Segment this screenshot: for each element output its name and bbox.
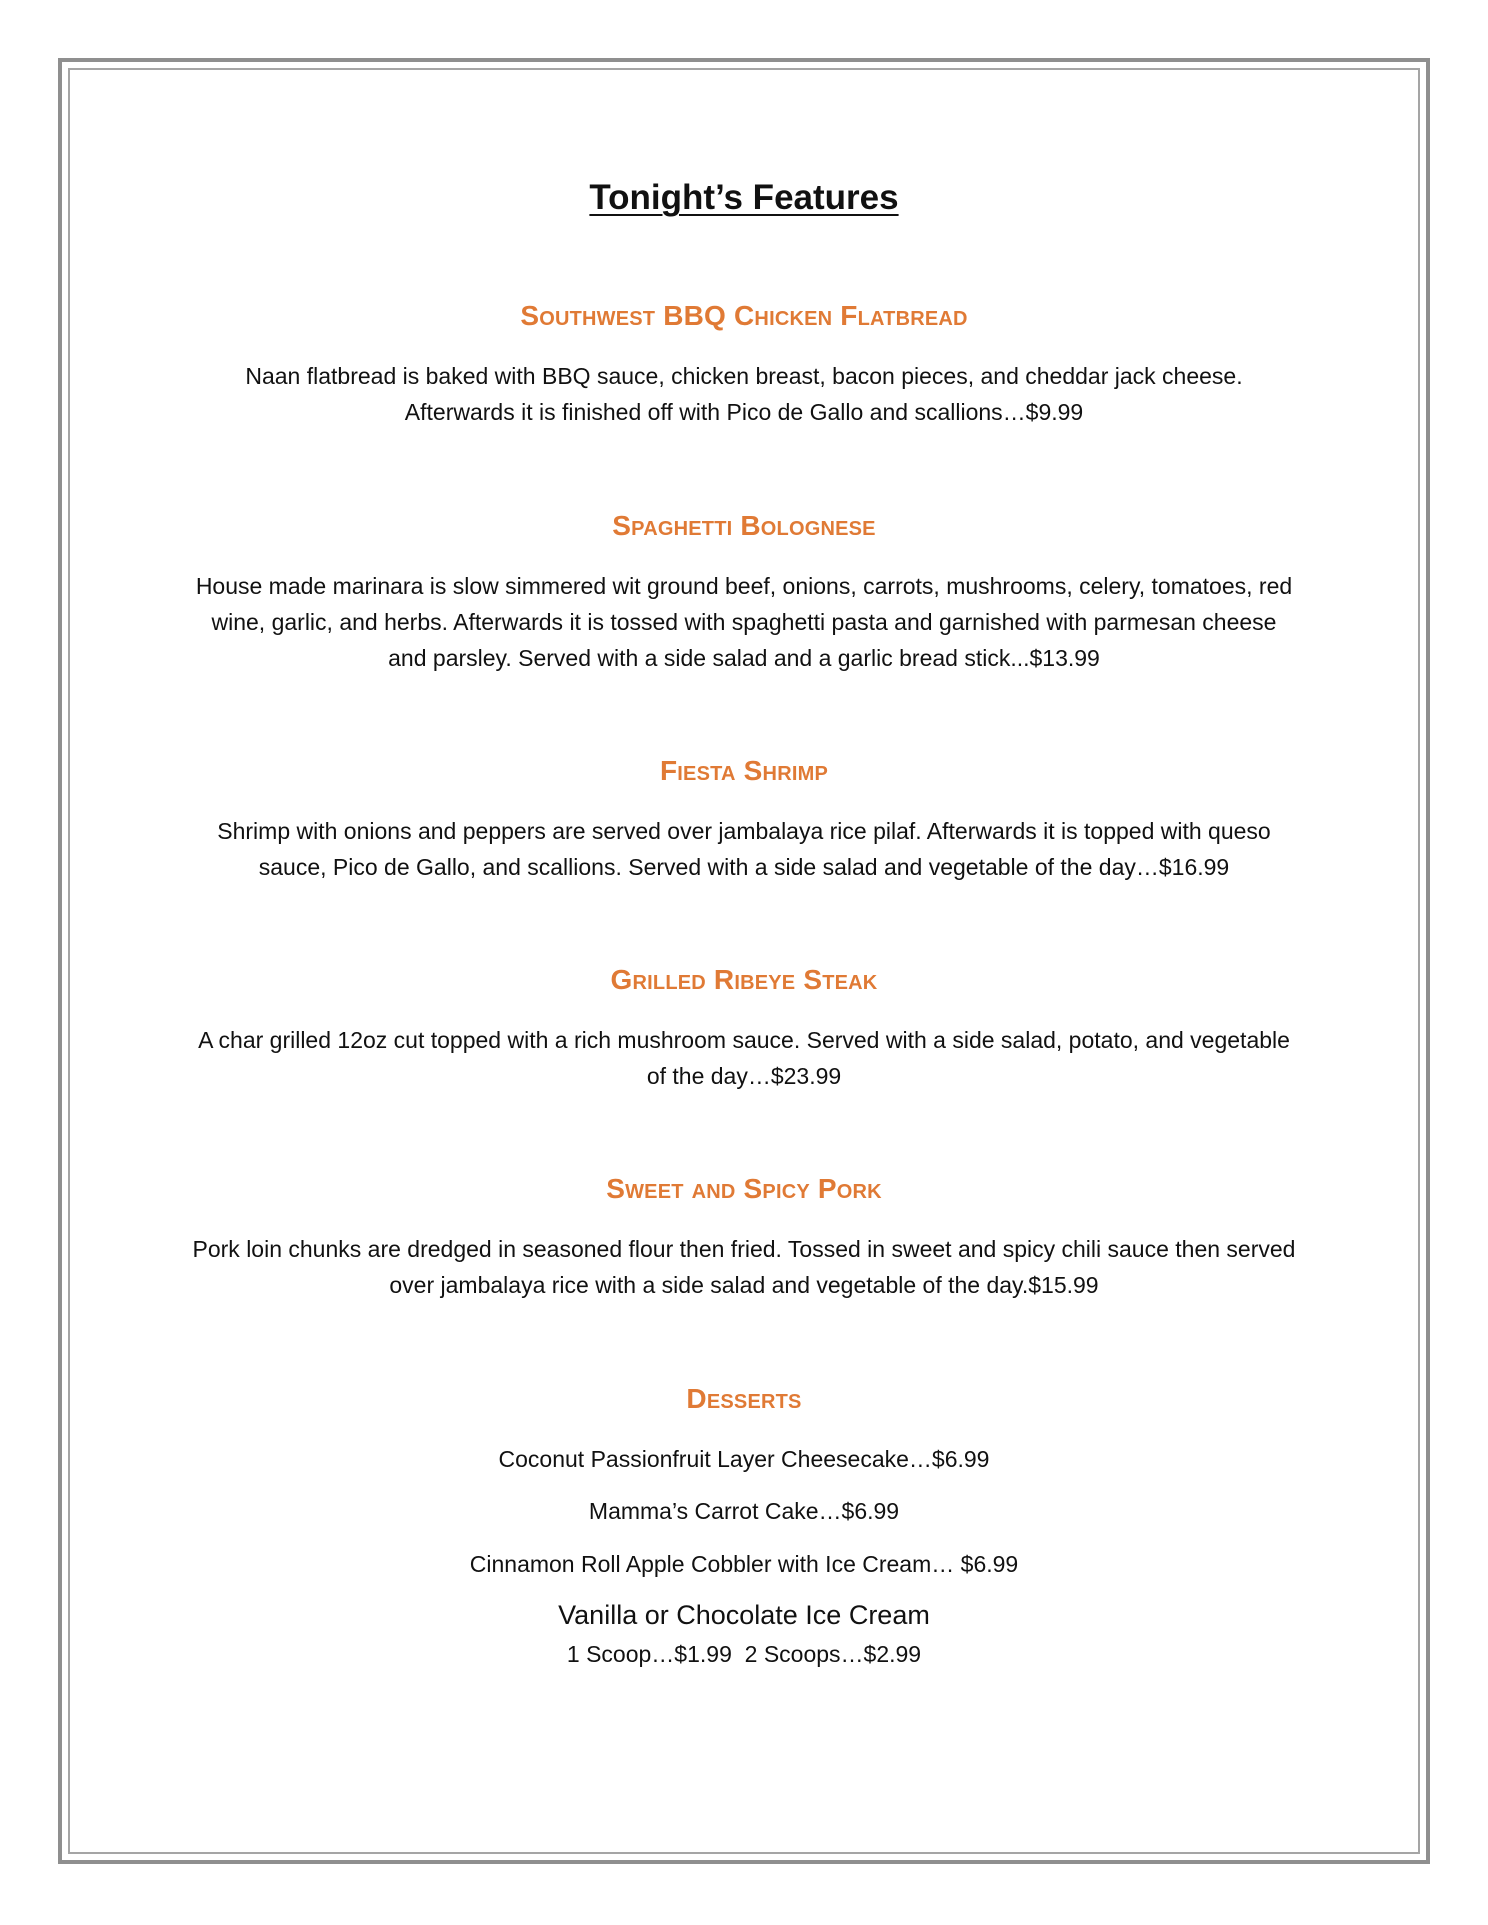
item-description-pork: Pork loin chunks are dredged in seasoned flour then fried. Tossed in sweet and spicy chili sauce then served over jambalaya rice with a side salad and vegetable of the day.$15.99 [192,1236,1296,1298]
item-name-fiesta-shrimp: Fiesta Shrimp [659,755,828,786]
item-name-flatbread: Southwest BBQ Chicken Flatbread [520,300,968,331]
dessert-ice-cream-prices: 1 Scoop…$1.99 2 Scoops…$2.99 [566,1641,922,1667]
dessert-cobbler: Cinnamon Roll Apple Cobbler with Ice Cream… $6.99 [469,1551,1019,1577]
desserts-heading: Desserts [686,1383,802,1414]
item-description-bolognese: House made marinara is slow simmered wit ground beef, onions, carrots, mushrooms, celery, tomatoes, red wine, garlic, and herbs. Afterwards it is tossed with spaghetti pasta and garnished with parmesan cheese and parsley. Served with a side salad and a garlic bread stick...$13.99 [195,573,1293,671]
item-description-fiesta-shrimp: Shrimp with onions and peppers are served over jambalaya rice pilaf. Afterwards it is topped with queso sauce, Pico de Gallo, and scallions. Served with a side salad and vegetable of the day…$16.99 [217,818,1271,880]
item-description-flatbread: Naan flatbread is baked with BBQ sauce, chicken breast, bacon pieces, and cheddar jack cheese. Afterwards it is finished off with Pico de Gallo and scallions…$9.99 [245,363,1243,425]
item-name-bolognese: Spaghetti Bolognese [612,510,876,541]
dessert-cheesecake: Coconut Passionfruit Layer Cheesecake…$6.99 [498,1446,990,1472]
page-title: Tonight’s Features [589,178,899,217]
item-description-ribeye: A char grilled 12oz cut topped with a rich mushroom sauce. Served with a side salad, potato, and vegetable of the day…$23.99 [198,1027,1290,1089]
page-border-inner [68,68,1420,1854]
dessert-ice-cream-title: Vanilla or Chocolate Ice Cream [558,1600,930,1630]
item-name-ribeye: Grilled Ribeye Steak [610,964,878,995]
dessert-carrot-cake: Mamma’s Carrot Cake…$6.99 [588,1498,900,1524]
item-name-pork: Sweet and Spicy Pork [606,1173,882,1204]
